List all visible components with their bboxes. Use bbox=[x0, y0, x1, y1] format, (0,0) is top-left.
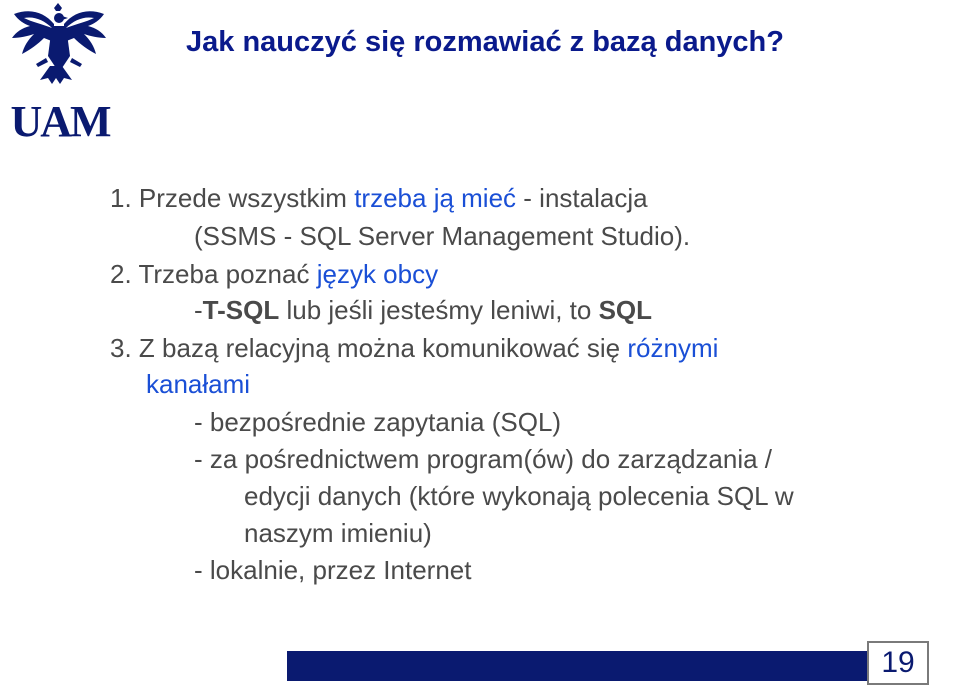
item-1-highlight: trzeba ją mieć bbox=[354, 183, 517, 213]
item-1-line bbox=[110, 183, 648, 213]
logo-text: UAM bbox=[10, 97, 110, 142]
item-3-number: 3. bbox=[110, 333, 132, 363]
item-3-line bbox=[110, 333, 718, 363]
item-3-sub-1: - bezpośrednie zapytania (SQL) bbox=[194, 407, 562, 437]
item-1-subtext: (SSMS - SQL Server Management Studio). bbox=[194, 221, 691, 251]
item-3-sub-3: - lokalnie, przez Internet bbox=[194, 555, 472, 585]
item-2-number: 2. bbox=[110, 259, 132, 289]
uam-logo bbox=[4, 2, 116, 142]
item-1-text-pre: Przede wszystkim bbox=[138, 183, 347, 213]
item-3-sub-2-cont-2: naszym imieniu) bbox=[244, 518, 432, 548]
slide-title: Jak nauczyć się rozmawiać z bazą danych? bbox=[186, 26, 784, 58]
item-1-text-post: - instalacja bbox=[523, 183, 648, 213]
item-2-line bbox=[110, 259, 438, 289]
item-1-number: 1. bbox=[110, 183, 132, 213]
item-2-sub-dash: - bbox=[194, 295, 203, 325]
page-number: 19 bbox=[867, 641, 929, 685]
item-2-subtext bbox=[194, 295, 652, 325]
footer-bar bbox=[287, 651, 867, 681]
item-2-sub-mid: lub jeśli jesteśmy leniwi, to bbox=[286, 295, 592, 325]
item-3-sub-2: - za pośrednictwem program(ów) do zarządzania / bbox=[194, 444, 773, 474]
item-3-highlight-1: różnymi bbox=[627, 333, 719, 363]
item-3-text-pre: Z bazą relacyjną można komunikować się bbox=[138, 333, 621, 363]
item-3-sub-2-cont-1: edycji danych (które wykonają polecenia SQL w bbox=[244, 481, 794, 511]
item-2-tsql: T-SQL bbox=[202, 295, 280, 325]
item-3-highlight-2: kanałami bbox=[146, 369, 251, 399]
item-2-text-pre: Trzeba poznać bbox=[138, 259, 310, 289]
item-2-highlight: język obcy bbox=[316, 259, 439, 289]
item-2-sql: SQL bbox=[598, 295, 653, 325]
